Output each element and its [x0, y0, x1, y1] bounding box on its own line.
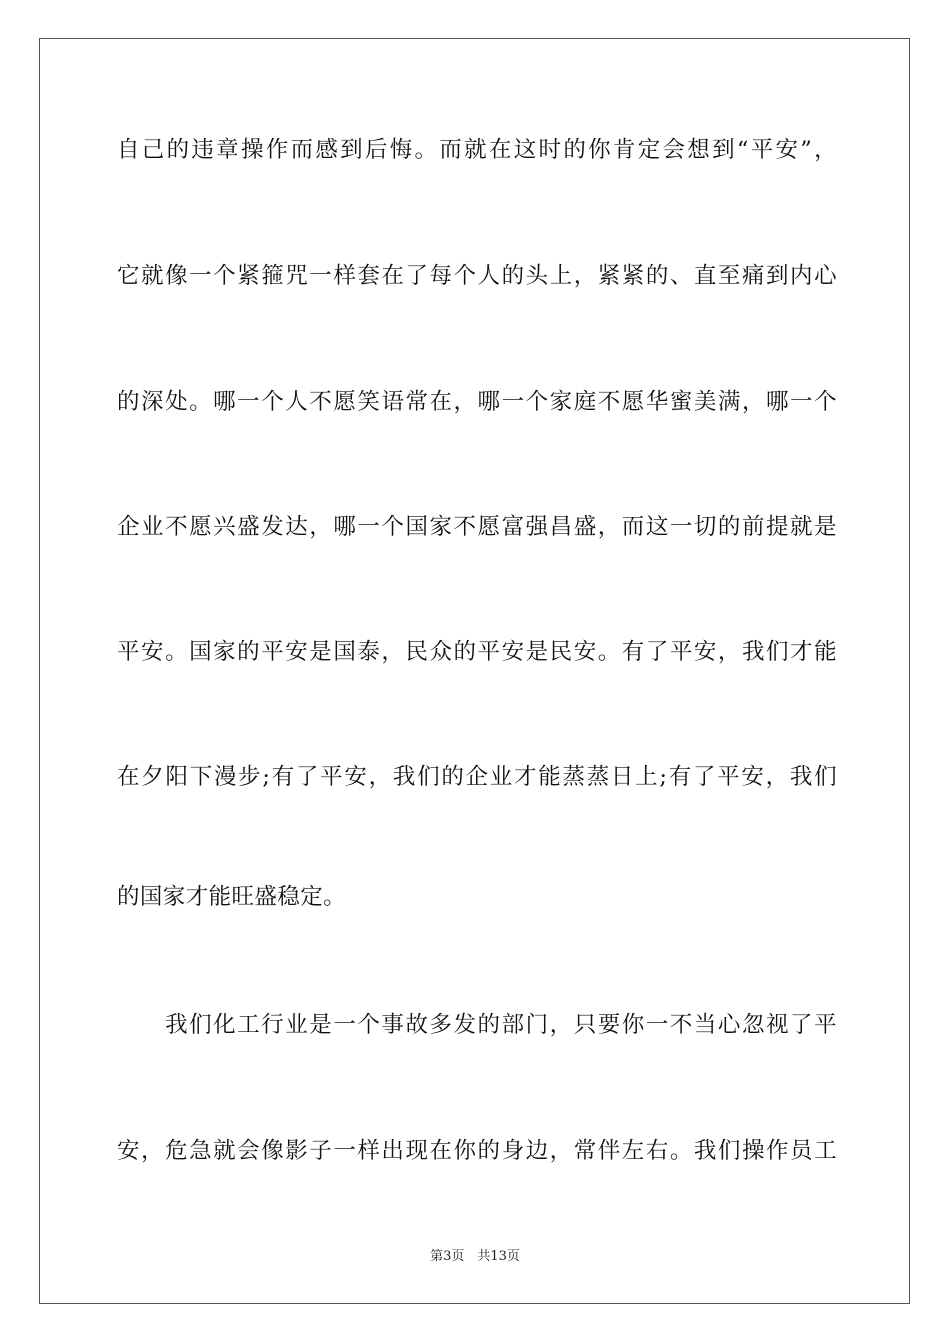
text-line: 企业不愿兴盛发达，哪一个国家不愿富强昌盛，而这一切的前提就是	[117, 514, 837, 540]
text-line: 平安。国家的平安是国泰，民众的平安是民安。有了平安，我们才能	[117, 639, 837, 665]
text-line: 它就像一个紧箍咒一样套在了每个人的头上，紧紧的、直至痛到内心	[117, 263, 837, 289]
paragraph-start-line: 我们化工行业是一个事故多发的部门，只要你一不当心忽视了平	[117, 1012, 837, 1038]
text-line: 在夕阳下漫步;有了平安，我们的企业才能蒸蒸日上;有了平安，我们	[117, 764, 837, 790]
text-line: 的国家才能旺盛稳定。	[117, 884, 347, 910]
text-line: 安，危急就会像影子一样出现在你的身边，常伴左右。我们操作员工	[117, 1138, 837, 1164]
text-line: 的深处。哪一个人不愿笑语常在，哪一个家庭不愿华蜜美满，哪一个	[117, 389, 837, 415]
page-number-footer: 第3页 共13页	[430, 1249, 520, 1264]
text-line: 自己的违章操作而感到后悔。而就在这时的你肯定会想到“平安”，	[117, 137, 837, 163]
page-border	[39, 38, 910, 1304]
